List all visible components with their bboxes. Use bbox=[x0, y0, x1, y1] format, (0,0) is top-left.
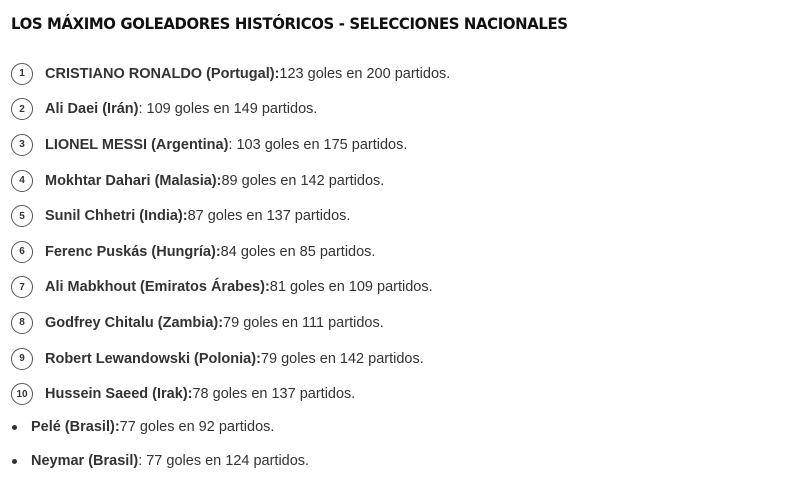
player-name: Ali Mabkhout (Emiratos Árabes): bbox=[45, 279, 270, 296]
player-stats: 81 goles en 109 partidos. bbox=[269, 279, 433, 296]
other-scorers-list bbox=[11, 410, 309, 478]
player-name: LIONEL MESSI (Argentina) bbox=[45, 136, 229, 153]
rank-number-badge: 1 bbox=[11, 63, 33, 85]
player-name: Sunil Chhetri (India): bbox=[45, 208, 188, 225]
player-name: Neymar (Brasil) bbox=[31, 453, 139, 469]
ranked-list-item bbox=[11, 127, 450, 163]
ranked-list-item bbox=[11, 234, 450, 270]
player-name: Ali Daei (Irán) bbox=[45, 101, 139, 118]
rank-number-badge: 5 bbox=[11, 205, 33, 227]
rank-number-badge: 7 bbox=[11, 276, 33, 298]
rank-number-badge: 6 bbox=[11, 241, 33, 263]
rank-number-badge: 10 bbox=[11, 383, 33, 405]
player-stats: 79 goles en 111 partidos. bbox=[223, 314, 384, 331]
player-name: CRISTIANO RONALDO (Portugal): bbox=[45, 65, 280, 82]
player-name: Hussein Saeed (Irak): bbox=[45, 386, 193, 403]
ranked-list-item bbox=[11, 163, 450, 199]
rank-number-badge: 8 bbox=[11, 312, 33, 334]
player-stats: : 77 goles en 124 partidos. bbox=[138, 453, 310, 469]
ranked-list-item bbox=[11, 198, 450, 234]
player-stats: 77 goles en 92 partidos. bbox=[119, 419, 275, 435]
rank-number-badge: 4 bbox=[11, 170, 33, 192]
player-name: Ferenc Puskás (Hungría): bbox=[45, 243, 221, 260]
player-stats: 84 goles en 85 partidos. bbox=[220, 243, 376, 260]
player-stats: : 109 goles en 149 partidos. bbox=[138, 101, 318, 118]
ranked-list-item bbox=[11, 376, 450, 412]
page-title: LOS MÁXIMO GOLEADORES HISTÓRICOS - SELECCIONES NACIONALES bbox=[11, 14, 568, 33]
player-stats: 79 goles en 142 partidos. bbox=[260, 350, 424, 367]
bullet-icon bbox=[12, 459, 17, 464]
player-stats: : 103 goles en 175 partidos. bbox=[228, 136, 408, 153]
rank-number-badge: 3 bbox=[11, 134, 33, 156]
bullet-icon bbox=[12, 425, 17, 430]
bullet-list-item bbox=[11, 444, 309, 478]
player-stats: 89 goles en 142 partidos. bbox=[221, 172, 385, 189]
player-name: Pelé (Brasil): bbox=[31, 419, 120, 435]
player-stats: 123 goles en 200 partidos. bbox=[279, 65, 451, 82]
ranked-list-item bbox=[11, 56, 450, 92]
player-name: Mokhtar Dahari (Malasia): bbox=[45, 172, 222, 189]
ranked-list-item bbox=[11, 270, 450, 306]
rank-number-badge: 9 bbox=[11, 348, 33, 370]
rank-number-badge: 2 bbox=[11, 98, 33, 120]
player-name: Robert Lewandowski (Polonia): bbox=[45, 350, 261, 367]
bullet-list-item bbox=[11, 410, 309, 444]
ranked-list-item bbox=[11, 92, 450, 128]
ranked-list-item bbox=[11, 341, 450, 377]
ranked-scorers-list bbox=[11, 56, 450, 412]
player-name: Godfrey Chitalu (Zambia): bbox=[45, 314, 224, 331]
ranked-list-item bbox=[11, 305, 450, 341]
player-stats: 87 goles en 137 partidos. bbox=[187, 208, 351, 225]
player-stats: 78 goles en 137 partidos. bbox=[192, 386, 356, 403]
